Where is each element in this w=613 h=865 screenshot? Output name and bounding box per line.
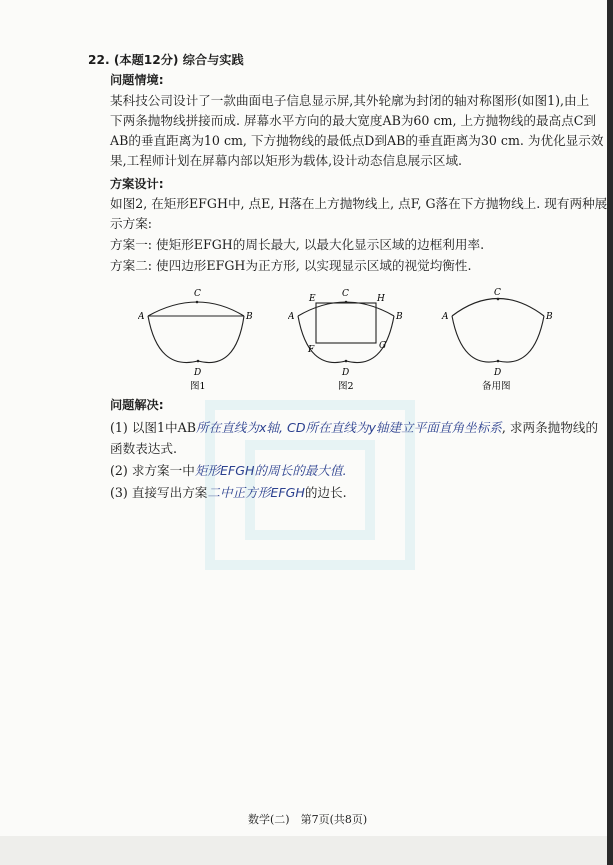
- label-c: C: [342, 289, 349, 299]
- design-line: 方案一: 使矩形EFGH的周长最大, 以最大化显示区域的边框利用率.: [110, 237, 485, 252]
- figure-spare: [440, 283, 560, 393]
- upper-arc: [452, 299, 544, 317]
- q2-prefix: (2) 求方案一中: [110, 463, 195, 478]
- scan-edge: [607, 0, 613, 865]
- label-e: E: [309, 294, 316, 304]
- rectangle-efgh: [316, 303, 376, 343]
- design-line: 方案二: 使四边形EFGH为正方形, 以实现显示区域的视觉均衡性.: [110, 258, 472, 273]
- situation-line: AB的垂直距离为10 cm, 下方抛物线的最低点D到AB的垂直距离为30 cm. 为优化显示效: [110, 133, 604, 148]
- figure-1: [138, 283, 258, 393]
- q1-handwritten: 所在直线为x轴, CD所在直线为y轴建立平面直角坐标系: [196, 420, 502, 435]
- q3-prefix: (3) 直接写出方案: [110, 485, 208, 500]
- q1-suffix: , 求两条抛物线的: [501, 420, 599, 435]
- question-1-line2: 函数表达式.: [110, 441, 177, 456]
- design-heading: 方案设计:: [110, 177, 164, 191]
- point-c: [497, 298, 500, 301]
- q3-suffix: 的边长.: [304, 485, 347, 500]
- scan-bottom-band: [0, 836, 613, 865]
- label-a: A: [288, 312, 295, 322]
- point-c: [196, 301, 199, 304]
- situation-line: 下两条抛物线拼接而成. 屏幕水平方向的最大宽度AB为60 cm, 上方抛物线的最高点C到: [110, 113, 597, 128]
- q3-handwritten: 二中正方形EFGH: [207, 485, 305, 500]
- label-g: G: [379, 341, 387, 351]
- label-a: A: [138, 312, 145, 322]
- q1-prefix: (1) 以图1中AB: [110, 420, 196, 435]
- label-d: D: [194, 368, 202, 378]
- label-b: B: [546, 312, 553, 322]
- label-c: C: [194, 289, 201, 299]
- lower-curve: [452, 316, 544, 362]
- label-h: H: [377, 294, 385, 304]
- caption-fig2: 图2: [338, 381, 354, 392]
- figure-2: [288, 283, 408, 393]
- page-footer: 数学(二) 第7页(共8页): [248, 813, 368, 826]
- label-c: C: [494, 288, 501, 298]
- solve-heading: 问题解决:: [110, 398, 164, 412]
- design-line: 如图2, 在矩形EFGH中, 点E, H落在上方抛物线上, 点F, G落在下方抛物线上. 现有两种展: [110, 196, 608, 211]
- lower-parabola: [148, 316, 244, 363]
- design-line: 示方案:: [110, 216, 153, 231]
- point-c: [345, 301, 348, 304]
- upper-parabola: [148, 302, 244, 316]
- point-d: [197, 360, 200, 363]
- label-b: B: [246, 312, 253, 322]
- question-1: [110, 420, 598, 436]
- situation-heading: 问题情境:: [110, 73, 164, 87]
- situation-line: 果,工程师计划在屏幕内部以矩形为载体,设计动态信息展示区域.: [110, 153, 463, 168]
- question-3: [110, 485, 347, 501]
- q2-handwritten: 矩形EFGH的周长的最大值.: [194, 463, 347, 478]
- label-f: F: [308, 345, 315, 355]
- label-d: D: [494, 368, 502, 378]
- situation-line: 某科技公司设计了一款曲面电子信息显示屏,其外轮廓为封闭的轴对称图形(如图1),由上: [110, 93, 590, 108]
- label-b: B: [396, 312, 403, 322]
- label-a: A: [442, 312, 449, 322]
- caption-fig1: 图1: [190, 381, 206, 392]
- upper-parabola: [298, 302, 394, 316]
- caption-spare: 备用图: [482, 381, 511, 392]
- point-d: [345, 360, 348, 363]
- problem-header: 22. (本题12分) 综合与实践: [88, 53, 244, 67]
- question-2: [110, 463, 347, 479]
- lower-parabola: [298, 316, 394, 363]
- point-d: [497, 360, 500, 363]
- label-d: D: [342, 368, 350, 378]
